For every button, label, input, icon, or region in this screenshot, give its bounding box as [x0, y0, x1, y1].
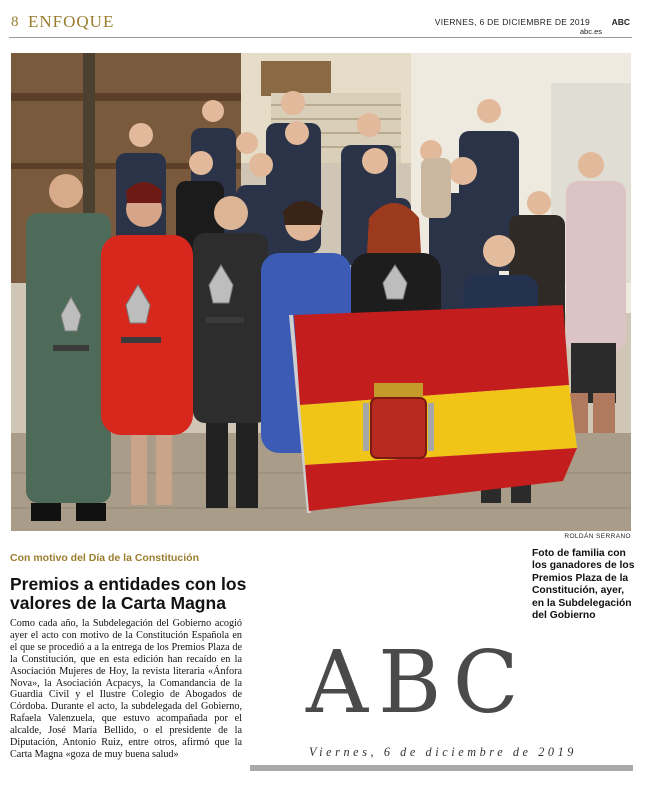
spain-flag: [291, 305, 577, 513]
header-brand: ABC: [611, 17, 630, 27]
stamp-rule: [250, 765, 633, 771]
article-headline: Premios a entidades con los valores de la Carta Magna: [10, 574, 247, 613]
article-kicker: Con motivo del Día de la Constitución: [10, 552, 200, 564]
header-date: VIERNES, 6 DE DICIEMBRE DE 2019: [434, 17, 590, 27]
article-body: Como cada año, la Subdelegación del Gobierno acogió ayer el acto con motivo de la Constitución Española en el que se procedió a a la entrega de los Premios Plaza de la Constitución, que en esta edición han recaído en la Asociación Mujeres de Hoy, la revista literaria «Ánfora Nova», la Asociación Acpacys, la Comandancia de la Guardia Civil y el Ilustre Colegio de Abogados de Córdoba. Durante el acto, la subdelegada del Gobierno, Rafaela Valenzuela, que estuvo acompañada por el alcalde, José María Bellido, o el presidente de la Diputación, Antonio Ruiz, entre otros, afirmó que la Carta Magna «goza de muy buena salud»: [10, 618, 242, 760]
group-photo-illustration: [11, 53, 631, 531]
header-website: abc.es: [579, 27, 602, 36]
page-number: 8: [11, 14, 19, 30]
photo-credit: ROLDÁN SERRANO: [564, 533, 631, 540]
photo-caption: Foto de familia con los ganadores de los Premios Plaza de la Constitución, ayer, en la Subdelegación del Gobierno: [532, 548, 635, 622]
abc-logo: ABC: [306, 633, 529, 733]
section-title: ENFOQUE: [28, 12, 115, 31]
header-rule: [9, 37, 632, 38]
stamp-date: Viernes, 6 de diciembre de 2019: [309, 745, 577, 759]
group-photo: [11, 53, 631, 531]
